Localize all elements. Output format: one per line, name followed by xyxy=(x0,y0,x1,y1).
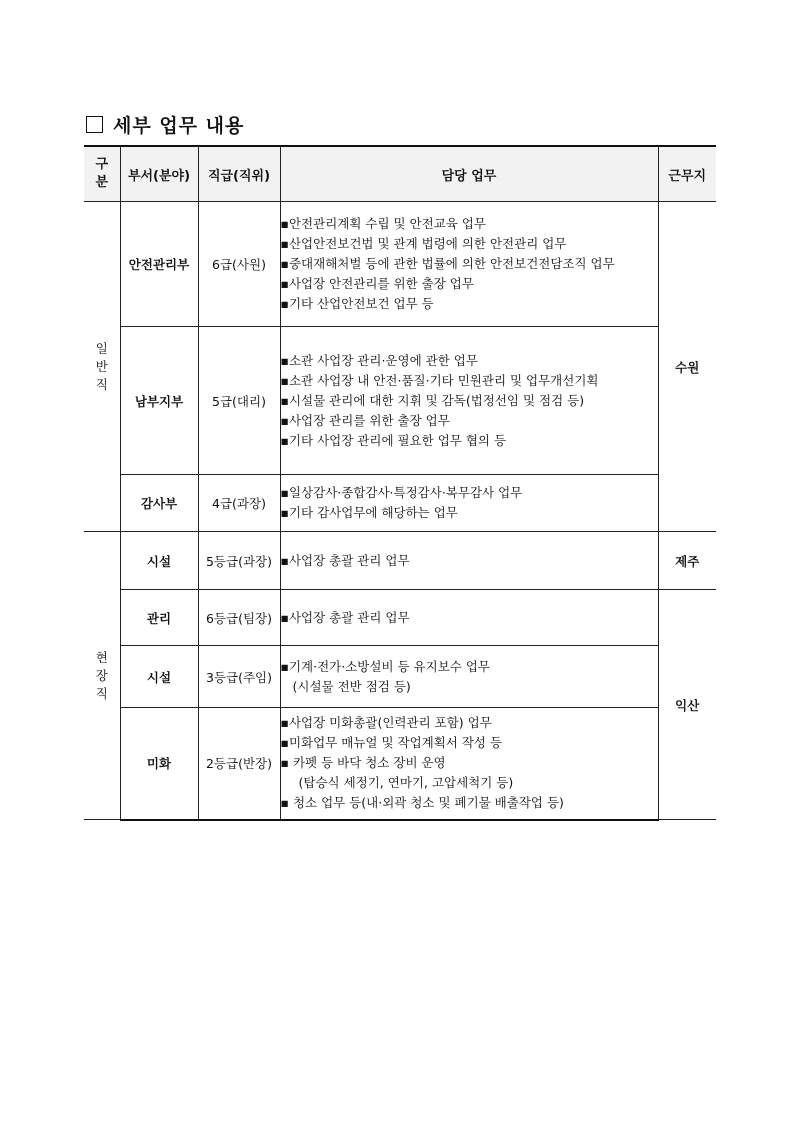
rank-cell: 5등급(과장) xyxy=(198,532,280,590)
duties-cell xyxy=(280,202,658,327)
department-cell: 미화 xyxy=(120,708,198,820)
table-row xyxy=(84,708,716,820)
vertical-char: 분 xyxy=(95,175,109,190)
vertical-char: 직 xyxy=(95,685,108,701)
rank-cell: 3등급(주임) xyxy=(198,646,280,708)
duty-item: ▪사업장 미화총괄(인력관리 포함) 업무 xyxy=(280,715,492,731)
duties-cell xyxy=(280,532,658,590)
vertical-char: 직 xyxy=(95,376,108,392)
header-category-text xyxy=(84,156,120,192)
header-department: 부서(분야) xyxy=(120,146,198,202)
rank-cell: 4급(과장) xyxy=(198,475,280,532)
duty-item: ▪기타 사업장 관리에 필요한 업무 협의 등 xyxy=(280,432,507,448)
rank-cell: 2등급(반장) xyxy=(198,708,280,820)
table-row xyxy=(84,202,716,327)
duties-cell xyxy=(280,708,658,820)
department-cell: 관리 xyxy=(120,590,198,646)
duty-item: ▪중대재해처벌 등에 관한 법률에 의한 안전보건전담조직 업무 xyxy=(280,256,615,271)
duty-item: ▪소관 사업장 관리·운영에 관한 업무 xyxy=(280,352,478,368)
department-cell: 시설 xyxy=(120,646,198,708)
department-cell: 남부지부 xyxy=(120,327,198,475)
vertical-char: 현 xyxy=(95,649,108,665)
table-row xyxy=(84,590,716,646)
table-header-row xyxy=(84,146,716,202)
duty-table xyxy=(84,145,716,821)
duty-item: ▪안전관리계획 수립 및 안전교육 업무 xyxy=(280,216,486,231)
duty-item: ▪기타 감사업무에 해당하는 업무 xyxy=(280,505,458,520)
duties-cell xyxy=(280,327,658,475)
duty-item: ▪사업장 총괄 관리 업무 xyxy=(280,552,410,568)
table-row xyxy=(84,327,716,475)
table-row xyxy=(84,646,716,708)
duty-item: ▪사업장 안전관리를 위한 출장 업무 xyxy=(280,276,474,291)
duty-item: ▪사업장 관리를 위한 출장 업무 xyxy=(280,412,450,428)
department-cell: 안전관리부 xyxy=(120,202,198,327)
vertical-char: 장 xyxy=(95,667,108,683)
category-field-text xyxy=(84,649,120,703)
header-location: 근무지 xyxy=(658,146,716,202)
rank-cell: 6등급(팀장) xyxy=(198,590,280,646)
vertical-char: 구 xyxy=(95,157,109,172)
location-cell-iksan: 익산 xyxy=(658,590,716,820)
duty-item: ▪소관 사업장 내 안전·품질·기타 민원관리 및 업무개선기획 xyxy=(280,372,599,388)
duties-cell xyxy=(280,590,658,646)
vertical-char: 반 xyxy=(95,358,108,374)
header-rank: 직급(직위) xyxy=(198,146,280,202)
location-cell-jeju: 제주 xyxy=(658,532,716,590)
department-cell: 감사부 xyxy=(120,475,198,532)
section-title: 세부 업무 내용 xyxy=(113,114,245,137)
table-row xyxy=(84,532,716,590)
rank-cell: 6급(사원) xyxy=(198,202,280,327)
duties-cell xyxy=(280,646,658,708)
section-heading xyxy=(86,110,244,138)
duty-item: ▪산업안전보건법 및 관계 법령에 의한 안전관리 업무 xyxy=(280,236,567,251)
duty-item: ▪기계·전가·소방설비 등 유지보수 업무 xyxy=(280,658,490,674)
department-cell: 시설 xyxy=(120,532,198,590)
vertical-char: 일 xyxy=(95,340,108,356)
duty-item: ▪미화업무 매뉴얼 및 작업계획서 작성 등 xyxy=(280,735,503,751)
duty-item: ▪사업장 총괄 관리 업무 xyxy=(280,609,410,625)
duty-item: ▪일상감사·종합감사·특정감사·복무감사 업무 xyxy=(280,485,523,500)
category-cell-general xyxy=(84,202,120,532)
checkbox-square-icon xyxy=(86,116,103,133)
duty-item: ▪기타 산업안전보건 업무 등 xyxy=(280,296,434,311)
duty-item: (탑승식 세정기, 연마기, 고압세척기 등) xyxy=(298,775,514,791)
duties-cell xyxy=(280,475,658,532)
duty-item: (시설물 전반 점검 등) xyxy=(292,678,411,694)
duty-item: ▪ 청소 업무 등(내·외곽 청소 및 폐기물 배출작업 등) xyxy=(280,795,564,811)
duty-item: ▪ 카펫 등 바닥 청소 장비 운영 xyxy=(280,755,446,771)
table-row xyxy=(84,475,716,532)
header-duties: 담당 업무 xyxy=(280,146,658,202)
header-category xyxy=(84,146,120,202)
rank-cell: 5급(대리) xyxy=(198,327,280,475)
duty-item: ▪시설물 관리에 대한 지휘 및 감독(법정선임 및 점검 등) xyxy=(280,392,585,408)
category-cell-field xyxy=(84,532,120,820)
category-general-text xyxy=(84,340,120,394)
location-cell-suwon: 수원 xyxy=(658,202,716,532)
